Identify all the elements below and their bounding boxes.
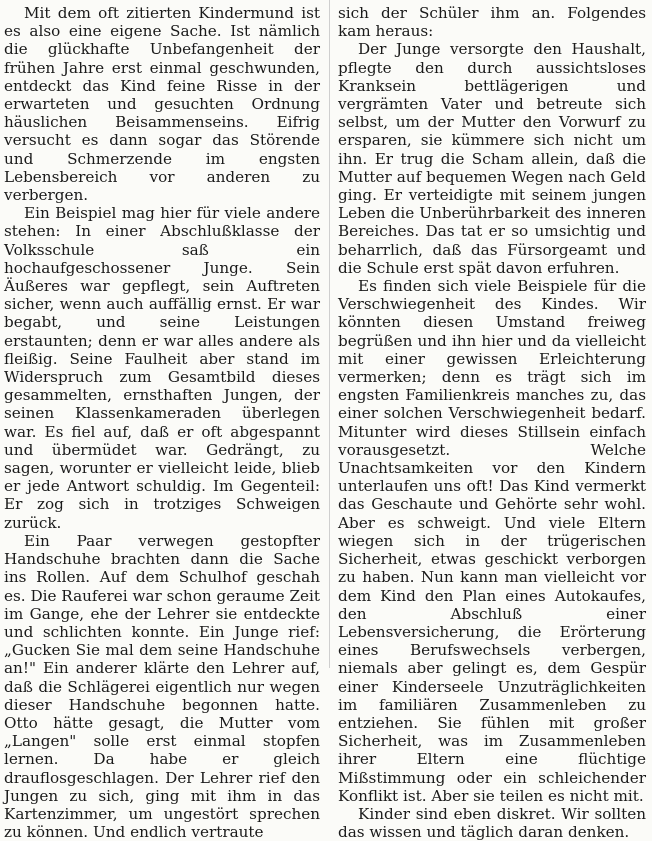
column-divider — [329, 0, 330, 668]
left-column — [4, 4, 320, 841]
right-column — [338, 4, 646, 841]
paragraph: Der Junge versorgte den Haushalt, pflegte den durch aussichtsloses Kranksein bettlägerigen und vergrämten Vater und betreute sich selbst, um der Mutter den Vorwurf zu ersparen, sie kümmere sich nicht um ihn. Er trug die Scham allein, daß die Mutter auf bequemen Wegen nach Geld ging. Er verteidigte mit seinem jungen Leben die Unberührbarkeit des inneren Bereiches. Das tat er so umsichtig und beharrlich, daß das Fürsorgeamt und die Schule erst spät davon erfuhren. — [338, 40, 646, 277]
paragraph: Mit dem oft zitierten Kindermund ist es also eine eigene Sache. Ist nämlich die glückhafte Unbefangenheit der frühen Jahre erst einmal geschwunden, entdeckt das Kind feine Risse in der erwarteten und gesuchten Ordnung häuslichen Beisammenseins. Eifrig versucht es dann sogar das Störende und Schmerzende im engsten Lebensbereich vor anderen zu verbergen. — [4, 4, 320, 205]
paragraph-continuation: sich der Schüler ihm an. Folgendes kam heraus: — [338, 4, 646, 41]
paragraph: Kinder sind eben diskret. Wir sollten das wissen und täglich daran denken. — [338, 804, 646, 841]
paragraph: Ein Paar verwegen gestopfter Handschuhe brachten dann die Sache ins Rollen. Auf dem Schulhof geschah es. Die Rauferei war schon geraume Zeit im Gange, ehe der Lehrer sie entdeckte und schlichten konnte. Ein Junge rief: „Gucken Sie mal dem seine Handschuhe an!" Ein anderer klärte den Lehrer auf, daß die Schlägerei eigentlich nur wegen dieser Handschuhe begonnen hatte. Otto hätte gesagt, die Mutter vom „Langen" solle erst einmal stopfen lernen. Da habe er gleich drauflosgeschlagen. Der Lehrer rief den Jungen zu sich, ging mit ihm in das Kartenzimmer, um ungestört sprechen zu können. Und endlich vertraute — [4, 531, 320, 841]
paragraph: Ein Beispiel mag hier für viele andere stehen: In einer Abschlußklasse der Volksschule saß ein hochaufgeschossener Junge. Sein Äußeres war gepflegt, sein Auftreten sicher, wenn auch auffällig ernst. Er war begabt, und seine Leistungen erstaunten; denn er war alles andere als fleißig. Seine Faulheit aber stand im Widerspruch zum Gesamtbild dieses gesammelten, ernsthaften Jungen, der seinen Klassenkameraden überlegen war. Es fiel auf, daß er oft abgespannt und übermüdet war. Gedrängt, zu sagen, worunter er vielleicht leide, blieb er jede Antwort schuldig. Im Gegenteil: Er zog sich in trotziges Schweigen zurück. — [4, 204, 320, 532]
paragraph: Es finden sich viele Beispiele für die Verschwiegenheit des Kindes. Wir könnten diesen Umstand freiweg begrüßen und ihn hier und da vielleicht mit einer gewissen Erleichterung vermerken; denn es trägt sich im engsten Familienkreis manches zu, das einer solchen Verschwiegenheit bedarf. Mitunter wird dieses Stillsein einfach vorausgesetzt. Welche Unachtsamkeiten vor den Kindern unterlaufen uns oft! Das Kind vermerkt das Geschaute und Gehörte sehr wohl. Aber es schweigt. Und viele Eltern wiegen sich in der trügerischen Sicherheit, etwas geschickt verborgen zu haben. Nun kann man vielleicht vor dem Kind den Plan eines Autokaufes, den Abschluß einer Lebensversicherung, die Erörterung eines Berufswechsels verbergen, niemals aber gelingt es, dem Gespür einer Kinderseele Unzuträglichkeiten im familiären Zusammenleben zu entziehen. Sie fühlen mit großer Sicherheit, was im Zusammenleben ihrer Eltern eine flüchtige Mißstimmung oder ein schleichender Konflikt ist. Aber sie teilen es nicht mit. — [338, 277, 646, 805]
